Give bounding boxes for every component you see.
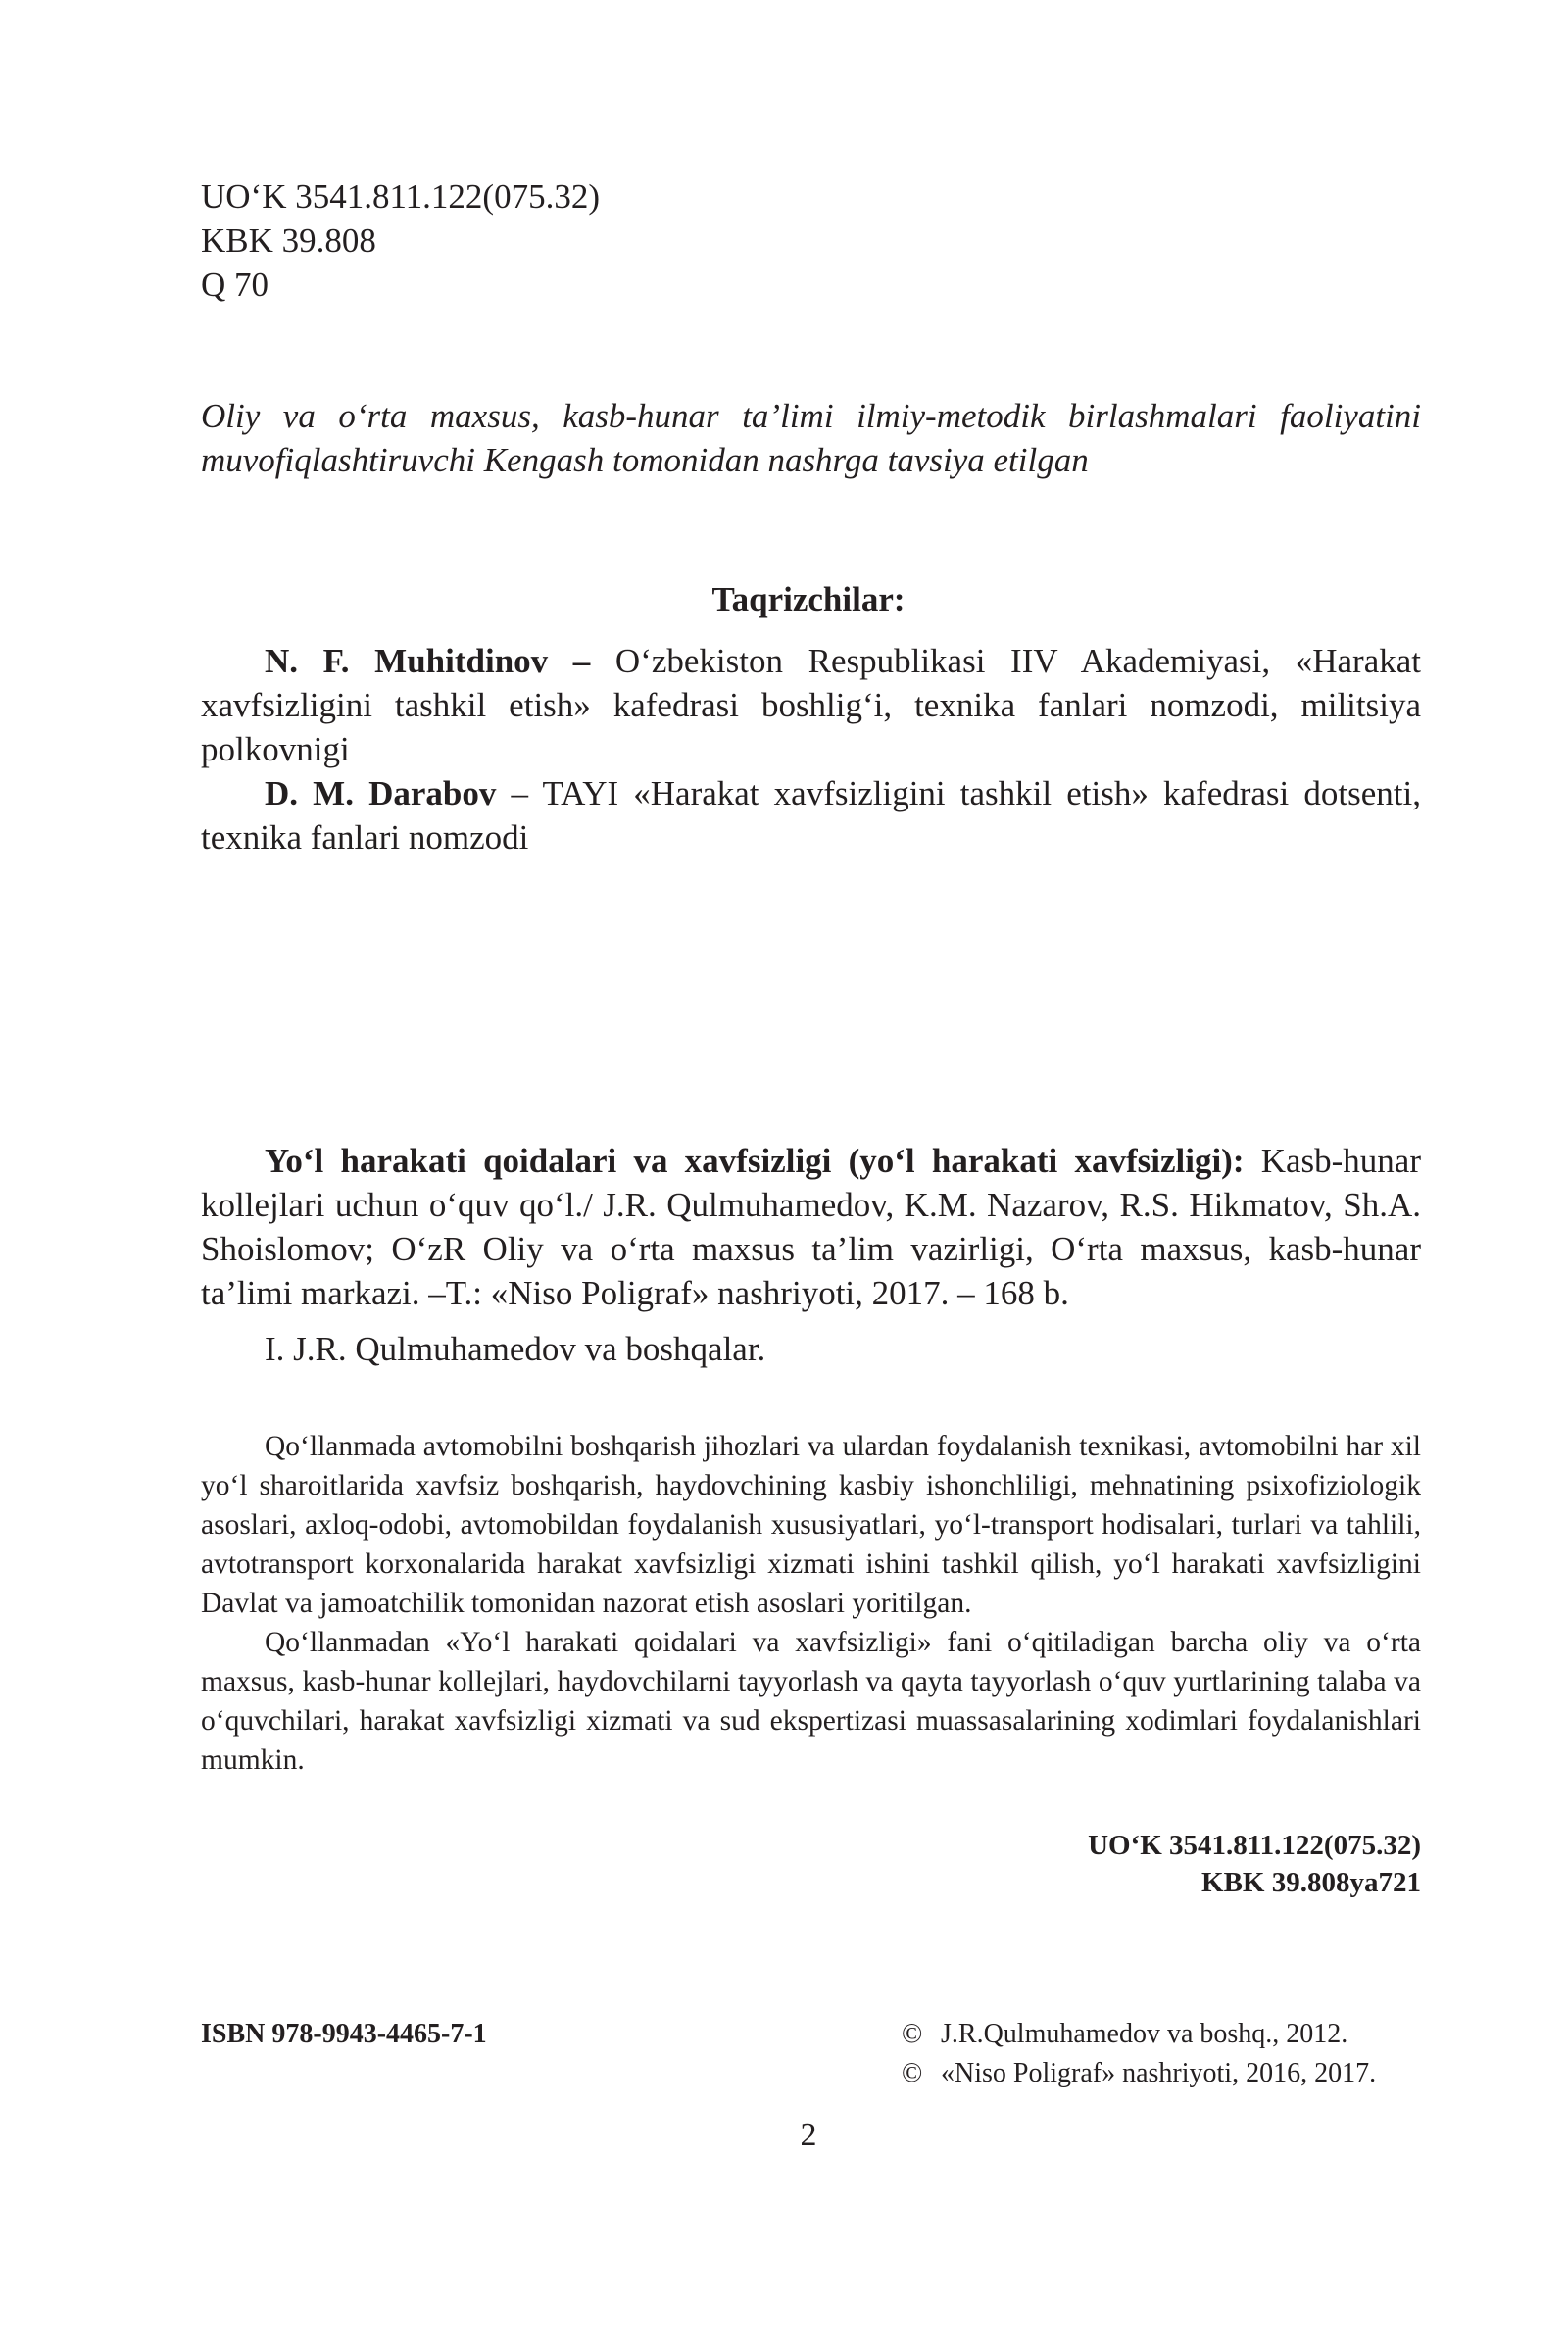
copyright-icon: ©	[902, 2058, 923, 2088]
book-title: Yo‘l harakati qoidalari va xavfsizligi (yo‘l harakati xavfsizligi):	[265, 1142, 1245, 1180]
author-entry: I. J.R. Qulmuhamedov va boshqalar.	[265, 1330, 766, 1368]
reviewer-entry	[201, 771, 1421, 859]
abstract-bbk-code: KBK 39.808ya721	[1201, 1867, 1421, 1898]
reviewer-entry	[201, 639, 1421, 771]
bbk-code: KBK 39.808	[201, 221, 376, 260]
copyright-text: «Niso Poligraf» nashriyoti, 2016, 2017.	[941, 2058, 1377, 2088]
copyright-line	[902, 2015, 1376, 2054]
reviewer-description: – TAYI «Harakat xavfsizligini tashkil etish» kafedrasi dotsenti, texnika fanlari nomzodi	[201, 774, 1421, 857]
copyright-line	[902, 2054, 1376, 2093]
reviewers-title: Taqrizchilar:	[711, 580, 906, 618]
reviewer-name: D. M. Darabov	[265, 774, 497, 812]
copyright-notices	[902, 2015, 1376, 2093]
udk-code: UO‘K 3541.811.122(075.32)	[201, 177, 600, 216]
reviewer-description: O‘zbekiston Respublikasi IIV Akademiyasi, «Harakat xavfsizligini tashkil etish» kafedrasi boshlig‘i, texnika fanlari nomzodi, militsiya polkovnigi	[201, 642, 1421, 768]
approval-note: Oliy va o‘rta maxsus, kasb-hunar ta’limi ilmiy-metodik birlashmalari faoliyatini muvofiqlashtiruvchi Kengash tomonidan nashrga tavsiya etilgan	[201, 397, 1421, 479]
copyright-icon: ©	[902, 2019, 923, 2049]
page-number: 2	[800, 2117, 817, 2153]
isbn: ISBN 978-9943-4465-7-1	[201, 2019, 487, 2049]
abstract-udk-code: UO‘K 3541.811.122(075.32)	[1088, 1830, 1421, 1861]
abstract	[201, 1427, 1421, 1780]
book-details: Kasb-hunar kollejlari uchun o‘quv qo‘l./ J.R. Qulmuhamedov, K.M. Nazarov, R.S. Hikmatov, Sh.A. Shoislomov; O‘zR Oliy va o‘rta maxsus ta’lim vazirligi, O‘rta maxsus, kasb-hunar ta’limi markazi. –T.: «Niso Poligraf» nashriyoti, 2017. – 168 b.	[201, 1142, 1421, 1312]
abstract-paragraph: Qo‘llanmada avtomobilni boshqarish jihozlari va ulardan foydalanish texnikasi, avtomobilni har xil yo‘l sharoitlarida xavfsiz boshqarish, haydovchining kasbiy ishonchliligi, mehnatining psixofiziologik asoslari, axloq-odobi, avtomobildan foydalanish xususiyatlari, yo‘l-transport hodisalari, turlari va tahlili, avtotransport korxonalarida harakat xavfsizligi xizmati ishini tashkil qilish, yo‘l harakati xavfsizligini Davlat va jamoatchilik tomonidan nazorat etish asoslari yoritilgan.	[201, 1431, 1421, 1619]
reviewers-list	[201, 639, 1421, 859]
copyright-text: J.R.Qulmuhamedov va boshq., 2012.	[941, 2019, 1348, 2049]
bibliographic-record	[201, 1139, 1421, 1371]
author-mark: Q 70	[201, 266, 270, 304]
bibliographic-description	[201, 1139, 1421, 1315]
classification-codes	[201, 174, 1421, 307]
abstract-codes	[201, 1827, 1421, 1901]
abstract-paragraph: Qo‘llanmadan «Yo‘l harakati qoidalari va xavfsizligi» fani o‘qitiladigan barcha oliy va o‘rta maxsus, kasb-hunar kollejlari, haydovchilarni tayyorlash va qayta tayyorlash o‘quv yurtlarining talaba va o‘quvchilari, harakat xavfsizligi xizmati va sud ekspertizasi muassasalarining xodimlari foydalanishlari mumkin.	[201, 1627, 1421, 1776]
reviewer-name: N. F. Muhitdinov –	[265, 642, 591, 680]
